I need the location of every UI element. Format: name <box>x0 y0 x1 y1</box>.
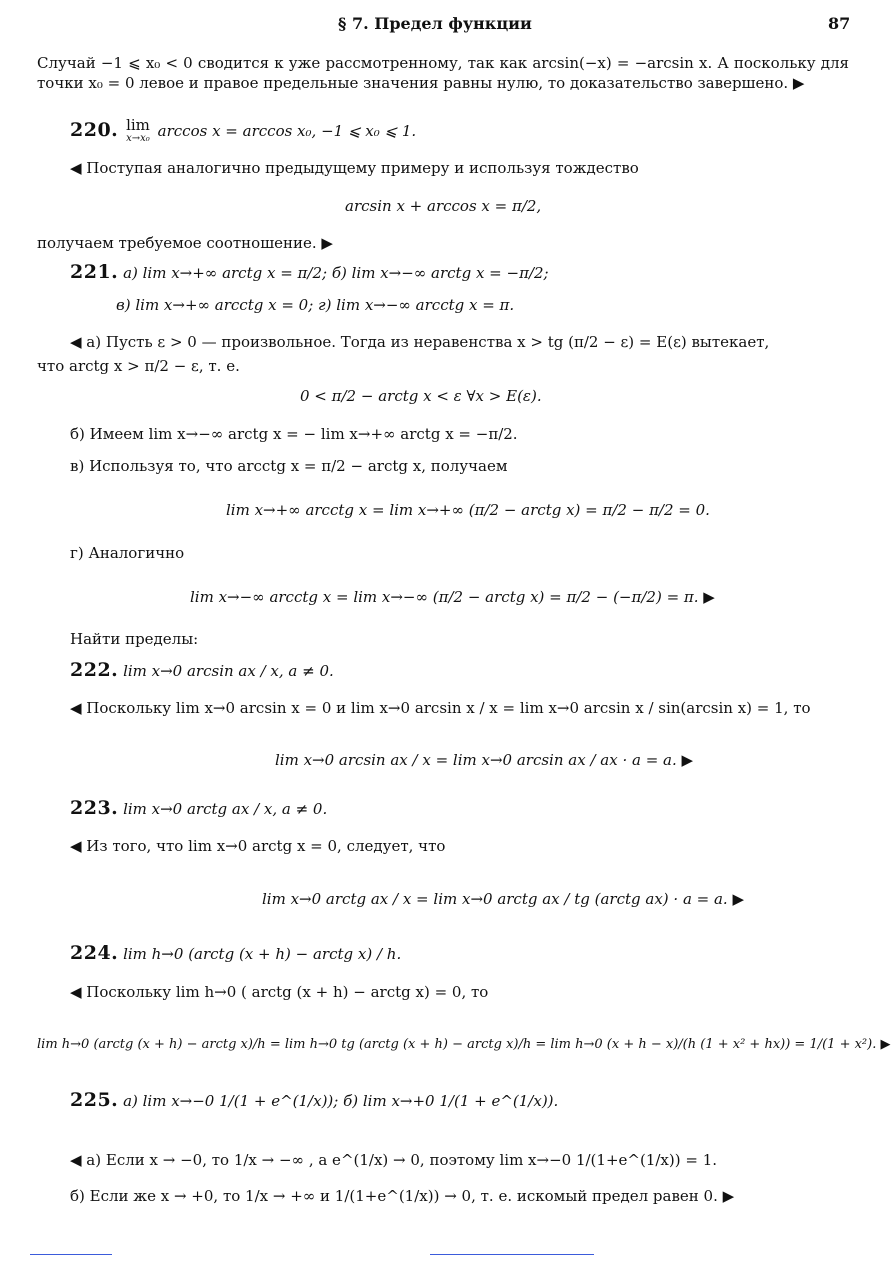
solution-221-c: в) Используя то, что arcctg x = π/2 − arctg x, получаем <box>70 457 508 475</box>
solution-220-intro: ◀ Поступая аналогично предыдущему примеру и используя тождество <box>70 159 639 177</box>
problem-221-line2: в) lim x→+∞ arcctg x = 0; г) lim x→−∞ arcctg x = π. <box>116 296 515 314</box>
problem-225 <box>70 1090 558 1111</box>
limit-operator: lim x→x₀ <box>126 116 150 144</box>
equation-223: lim x→0 arctg ax / x = lim x→0 arctg ax / tg (arctg ax) · a = a. ▶ <box>262 890 745 908</box>
equation-221-c: lim x→+∞ arcctg x = lim x→+∞ (π/2 − arctg x) = π/2 − π/2 = 0. <box>226 501 710 519</box>
solution-225-a: ◀ а) Если x → −0, то 1/x → −∞ , а e^(1/x) → 0, поэтому lim x→−0 1/(1+e^(1/x)) = 1. <box>70 1151 717 1169</box>
problem-number: 224. <box>70 942 119 964</box>
identity-formula: arcsin x + arccos x = π/2, <box>345 197 542 215</box>
solution-225-b: б) Если же x → +0, то 1/x → +∞ и 1/(1+e^(1/x)) → 0, т. е. искомый предел равен 0. ▶ <box>70 1187 735 1205</box>
section-heading-find-limits: Найти пределы: <box>70 630 199 648</box>
problem-224 <box>70 943 401 964</box>
inequality-formula: 0 < π/2 − arctg x < ε ∀x > E(ε). <box>300 387 542 405</box>
solution-222-line: ◀ Поскольку lim x→0 arcsin x = 0 и lim x→0 arcsin x / x = lim x→0 arcsin x / sin(arcsin x) = 1, то <box>70 699 811 717</box>
problem-expression: lim x→0 arctg ax / x, a ≠ 0. <box>123 800 328 818</box>
equation-222: lim x→0 arcsin ax / x = lim x→0 arcsin ax / ax · a = a. ▶ <box>275 751 694 769</box>
solution-221-b: б) Имеем lim x→−∞ arctg x = − lim x→+∞ arctg x = −π/2. <box>70 425 518 443</box>
solution-221-a-line2: что arctg x > π/2 − ε, т. е. <box>37 357 240 375</box>
running-header-title: § 7. Предел функции <box>338 14 532 33</box>
equation-224: lim h→0 (arctg (x + h) − arctg x)/h = lim h→0 tg (arctg (x + h) − arctg x)/h = lim h→0 (x + h − x)/(h (1 + x² + hx)) = 1/(1 + x²). ▶ <box>37 1037 891 1052</box>
problem-number: 220. <box>70 119 119 141</box>
problem-222 <box>70 660 334 681</box>
solution-223-line: ◀ Из того, что lim x→0 arctg x = 0, следует, что <box>70 837 446 855</box>
solution-221-d: г) Аналогично <box>70 544 185 562</box>
equation-221-d: lim x→−∞ arcctg x = lim x→−∞ (π/2 − arctg x) = π/2 − (−π/2) = π. ▶ <box>190 588 715 606</box>
problem-number: 225. <box>70 1089 119 1111</box>
intro-paragraph: Случай −1 ⩽ x₀ < 0 сводится к уже рассмотренному, так как arcsin(−x) = −arcsin x. А поскольку для точки x₀ = 0 левое и правое предельные значения равны нулю, то доказательство завершено. ▶ <box>37 54 849 92</box>
problem-expression: arccos x = arccos x₀, −1 ⩽ x₀ ⩽ 1. <box>157 122 417 140</box>
problem-expression: а) lim x→−0 1/(1 + e^(1/x)); б) lim x→+0 1/(1 + e^(1/x)). <box>123 1092 559 1110</box>
problem-expression: а) lim x→+∞ arctg x = π/2; б) lim x→−∞ arctg x = −π/2; <box>123 264 549 282</box>
solution-220-conclusion: получаем требуемое соотношение. ▶ <box>37 234 333 252</box>
solution-224-line: ◀ Поскольку lim h→0 ( arctg (x + h) − arctg x) = 0, то <box>70 983 489 1001</box>
problem-expression: lim x→0 arcsin ax / x, a ≠ 0. <box>123 662 334 680</box>
problem-223 <box>70 798 327 819</box>
problem-221-line1 <box>70 262 549 283</box>
footer-link-center[interactable] <box>430 1254 594 1255</box>
problem-expression: lim h→0 (arctg (x + h) − arctg x) / h. <box>123 945 402 963</box>
problem-number: 222. <box>70 659 119 681</box>
solution-221-a-line1: ◀ а) Пусть ε > 0 — произвольное. Тогда из неравенства x > tg (π/2 − ε) = E(ε) вытекает, <box>70 333 770 351</box>
page-number: 87 <box>828 14 851 33</box>
problem-220 <box>70 118 416 146</box>
problem-number: 221. <box>70 261 119 283</box>
footer-link-left[interactable] <box>30 1254 112 1255</box>
problem-number: 223. <box>70 797 119 819</box>
